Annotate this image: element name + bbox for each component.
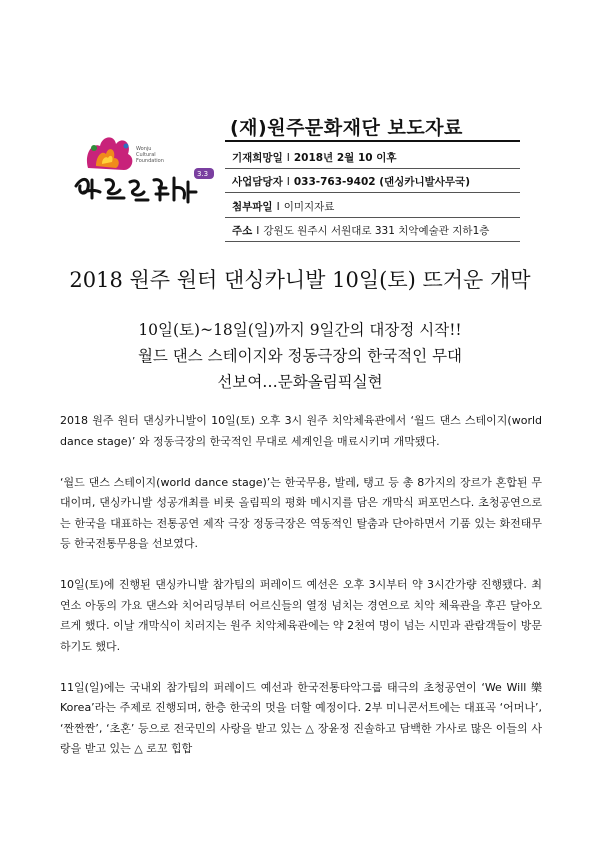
svg-text:Foundation: Foundation: [136, 158, 164, 164]
meta-value: 이미지자료: [283, 201, 335, 213]
meta-contact: [232, 174, 470, 189]
svg-text:Cultural: Cultural: [136, 152, 156, 158]
meta-address: [232, 223, 489, 238]
meta-divider: [225, 192, 520, 193]
meta-value: 강원도 원주시 서원대로 331 치악예술관 지하1층: [263, 225, 490, 237]
subheading: 월드 댄스 스테이지와 정동극장의 한국적인 무대: [137, 347, 463, 365]
meta-separator: I: [256, 225, 260, 237]
subheading: 10일(토)~18일(일)까지 9일간의 대장정 시작!!: [138, 321, 462, 339]
meta-separator: I: [286, 152, 290, 164]
meta-label: 기재희망일: [232, 152, 283, 164]
meta-desired-date: [232, 150, 397, 165]
meta-attachment: [232, 199, 334, 214]
body-paragraph: ‘월드 댄스 스테이지(world dance stage)’는 한국무용, 발레, 탱고 등 총 8가지의 장르가 혼합된 무대이며, 댄싱카니발 성공개최를 비롯 올림픽의 평화 메시지를 담은 개막식 퍼포먼스다. 초청공연으로는 한국을 대표하는 전통공연 제작 극장 정동극장은 역동적인 탈춤과 단아하면서 기품 있는 화전태무 등 한국전통무용을 선보였다.: [60, 475, 542, 550]
foundation-logo: [70, 128, 220, 208]
article-body: [60, 411, 542, 780]
meta-separator: I: [286, 176, 290, 188]
meta-label: 주소: [232, 225, 253, 237]
meta-divider: [225, 217, 520, 218]
press-release-title: (재)원주문화재단 보도자료: [230, 117, 463, 139]
body-paragraph: 2018 원주 원터 댄싱카니발이 10일(토) 오후 3시 원주 치악체육관에서 ‘월드 댄스 스테이지(world dance stage)’ 와 정동극장의 한국적인 무대로 세계인을 매료시키며 개막됐다.: [60, 414, 542, 448]
meta-value: 033-763-9402 (댄싱카니발사무국): [293, 176, 470, 188]
meta-label: 첨부파일: [232, 201, 273, 213]
meta-value: 2018년 2월 10 이후: [293, 152, 397, 164]
title-divider: [225, 140, 520, 142]
subheading: 선보여…문화올림픽실현: [217, 373, 383, 391]
meta-separator: I: [276, 201, 280, 213]
meta-divider: [225, 168, 520, 169]
meta-divider: [225, 241, 520, 242]
headline: 2018 원주 원터 댄싱카니발 10일(토) 뜨거운 개막: [69, 268, 531, 292]
svg-text:3.3: 3.3: [197, 170, 209, 178]
body-paragraph: 10일(토)에 진행된 댄싱카니발 참가팀의 퍼레이드 예선은 오후 3시부터 약 3시간가량 진행됐다. 최연소 아동의 가요 댄스와 치어리딩부터 어르신들의 열정 넘치는 경연으로 치악 체육관을 후끈 달아오르게 했다. 이날 개막식이 치러지는 원주 치악체육관에는 약 2천여 명이 넘는 시민과 관람객들이 방문하기도 했다.: [60, 578, 542, 653]
svg-text:Wonju: Wonju: [136, 146, 152, 152]
body-paragraph: 11일(일)에는 국내외 참가팀의 퍼레이드 예선과 한국전통타악그룹 태극의 초청공연이 ‘We Will 樂 Korea’라는 주제로 진행되며, 한층 한국의 멋을 더할 예정이다. 2부 미니콘서트에는 대표곡 ‘어머나’, ‘짠짠짠’, ‘초혼’ 등으로 전국민의 사랑을 받고 있는 △ 장윤정 진솔하고 담백한 가사로 많은 이들의 사랑을 받고 있는 △ 로꼬 힙합: [60, 680, 542, 755]
meta-label: 사업담당자: [232, 176, 283, 188]
